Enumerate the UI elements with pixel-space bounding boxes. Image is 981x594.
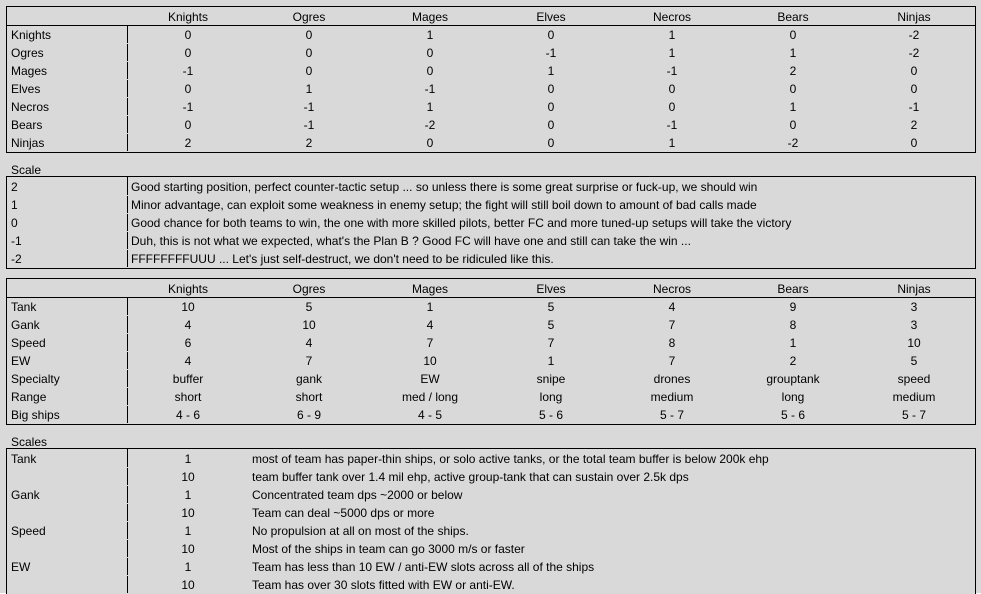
matrix-cell[interactable]: 0 bbox=[854, 62, 975, 80]
stats-cell[interactable]: 1 bbox=[733, 334, 854, 352]
stats-row-label[interactable]: Tank bbox=[8, 298, 128, 316]
matrix-cell[interactable]: -2 bbox=[733, 134, 854, 152]
stats-col-header[interactable]: Bears bbox=[733, 280, 854, 298]
stats-row-label[interactable]: Range bbox=[8, 388, 128, 406]
scales-description[interactable]: Concentrated team dps ~2000 or below bbox=[249, 486, 975, 504]
matrix-col-header[interactable]: Knights bbox=[128, 8, 249, 26]
stats-cell[interactable]: 10 bbox=[128, 298, 249, 316]
scales-definitions-table bbox=[7, 449, 975, 594]
matrix-cell[interactable]: -2 bbox=[854, 44, 975, 62]
matrix-row-label[interactable]: Necros bbox=[8, 98, 128, 116]
stats-cell[interactable]: grouptank bbox=[733, 370, 854, 388]
stats-col-header[interactable]: Knights bbox=[128, 280, 249, 298]
matrix-cell[interactable]: 2 bbox=[128, 134, 249, 152]
matrix-col-header[interactable]: Ogres bbox=[249, 8, 370, 26]
stats-cell[interactable]: 5 bbox=[491, 316, 612, 334]
matrix-corner-cell[interactable] bbox=[8, 8, 128, 26]
stats-row-label[interactable]: EW bbox=[8, 352, 128, 370]
matrix-cell[interactable]: -2 bbox=[370, 116, 491, 134]
scale-title[interactable]: Scale bbox=[11, 162, 42, 177]
matrix-cell[interactable]: -1 bbox=[128, 98, 249, 116]
scales-description[interactable]: most of team has paper-thin ships, or solo active tanks, or the total team buffer is below 200k ehp bbox=[249, 450, 975, 468]
stats-header-row bbox=[8, 280, 975, 298]
stats-row bbox=[8, 298, 975, 316]
scales-level[interactable]: 10 bbox=[128, 540, 249, 558]
scales-level[interactable]: 10 bbox=[128, 576, 249, 594]
scales-description[interactable]: Team has over 30 slots fitted with EW or anti-EW. bbox=[249, 576, 975, 594]
stats-row bbox=[8, 370, 975, 388]
matrix-row-label[interactable]: Bears bbox=[8, 116, 128, 134]
stats-cell[interactable]: long bbox=[733, 388, 854, 406]
scales-row bbox=[8, 468, 975, 486]
scale-description[interactable]: FFFFFFFFUUU ... Let's just self-destruct, we don't need to be ridiculed like this. bbox=[128, 250, 975, 268]
scale-row bbox=[8, 196, 975, 214]
matrix-cell[interactable]: -1 bbox=[249, 98, 370, 116]
scales-level[interactable]: 10 bbox=[128, 468, 249, 486]
stats-cell[interactable]: 4 - 5 bbox=[370, 406, 491, 424]
scale-row bbox=[8, 250, 975, 268]
matrix-row bbox=[8, 116, 975, 134]
matrix-cell[interactable]: -1 bbox=[612, 116, 733, 134]
scale-row bbox=[8, 232, 975, 250]
scales-group-label[interactable]: Tank bbox=[8, 450, 128, 468]
stats-cell[interactable]: 7 bbox=[491, 334, 612, 352]
matrix-cell[interactable]: 0 bbox=[733, 26, 854, 44]
scales-group-label-empty[interactable] bbox=[8, 576, 128, 594]
matrix-cell[interactable]: 0 bbox=[491, 80, 612, 98]
matrix-cell[interactable]: 0 bbox=[370, 62, 491, 80]
matrix-row-label[interactable]: Ninjas bbox=[8, 134, 128, 152]
scales-row bbox=[8, 540, 975, 558]
stats-cell[interactable]: drones bbox=[612, 370, 733, 388]
matrix-cell[interactable]: 0 bbox=[491, 98, 612, 116]
scale-description[interactable]: Good chance for both teams to win, the one with more skilled pilots, better FC and more tuned-up setups will take the victory bbox=[128, 214, 975, 232]
stats-cell[interactable]: medium bbox=[612, 388, 733, 406]
stats-cell[interactable]: 4 - 6 bbox=[128, 406, 249, 424]
matrix-cell[interactable]: 0 bbox=[854, 80, 975, 98]
scale-value[interactable]: -2 bbox=[8, 250, 128, 268]
stats-row-label[interactable]: Specialty bbox=[8, 370, 128, 388]
stats-row-label[interactable]: Speed bbox=[8, 334, 128, 352]
stats-cell[interactable]: medium bbox=[854, 388, 975, 406]
scales-level[interactable]: 1 bbox=[128, 450, 249, 468]
matrix-cell[interactable]: 2 bbox=[249, 134, 370, 152]
stats-row bbox=[8, 352, 975, 370]
scales-description[interactable]: Team can deal ~5000 dps or more bbox=[249, 504, 975, 522]
matrix-cell[interactable]: 0 bbox=[249, 62, 370, 80]
scale-description[interactable]: Duh, this is not what we expected, what's the Plan B ? Good FC will have one and still can take the win ... bbox=[128, 232, 975, 250]
stats-cell[interactable]: 2 bbox=[733, 352, 854, 370]
scales-group-label[interactable]: EW bbox=[8, 558, 128, 576]
stats-cell[interactable]: 8 bbox=[733, 316, 854, 334]
scales-title[interactable]: Scales bbox=[11, 434, 48, 449]
matrix-cell[interactable]: 1 bbox=[612, 44, 733, 62]
matrix-row-label[interactable]: Elves bbox=[8, 80, 128, 98]
matrix-cell[interactable]: 1 bbox=[370, 26, 491, 44]
matrix-row-label[interactable]: Mages bbox=[8, 62, 128, 80]
stats-cell[interactable]: med / long bbox=[370, 388, 491, 406]
matrix-cell[interactable]: -1 bbox=[370, 80, 491, 98]
matrix-row bbox=[8, 44, 975, 62]
matrix-cell[interactable]: 1 bbox=[612, 134, 733, 152]
matrix-cell[interactable]: 2 bbox=[854, 116, 975, 134]
matrix-row bbox=[8, 80, 975, 98]
stats-cell[interactable]: 3 bbox=[854, 316, 975, 334]
matrix-cell[interactable]: 1 bbox=[370, 98, 491, 116]
team-stats-table bbox=[7, 279, 975, 424]
stats-cell[interactable]: short bbox=[249, 388, 370, 406]
matrix-cell[interactable]: 1 bbox=[733, 44, 854, 62]
stats-col-header[interactable]: Ogres bbox=[249, 280, 370, 298]
matrix-cell[interactable]: 0 bbox=[128, 44, 249, 62]
matrix-cell[interactable]: 0 bbox=[128, 80, 249, 98]
matrix-row-label[interactable]: Knights bbox=[8, 26, 128, 44]
scales-group-label-empty[interactable] bbox=[8, 540, 128, 558]
stats-cell[interactable]: 8 bbox=[612, 334, 733, 352]
stats-cell[interactable]: long bbox=[491, 388, 612, 406]
stats-corner-cell[interactable] bbox=[8, 280, 128, 298]
matrix-cell[interactable]: 0 bbox=[249, 26, 370, 44]
scales-level[interactable]: 10 bbox=[128, 504, 249, 522]
stats-cell[interactable]: EW bbox=[370, 370, 491, 388]
scales-row bbox=[8, 558, 975, 576]
scale-value[interactable]: 0 bbox=[8, 214, 128, 232]
stats-cell[interactable]: 7 bbox=[612, 316, 733, 334]
matrix-cell[interactable]: 0 bbox=[370, 44, 491, 62]
matrix-cell[interactable]: -1 bbox=[249, 116, 370, 134]
scales-group-label[interactable]: Speed bbox=[8, 522, 128, 540]
scales-row bbox=[8, 486, 975, 504]
stats-cell[interactable]: 5 - 7 bbox=[612, 406, 733, 424]
scales-group-label-empty[interactable] bbox=[8, 468, 128, 486]
matrix-row-label[interactable]: Ogres bbox=[8, 44, 128, 62]
stats-cell[interactable]: 4 bbox=[612, 298, 733, 316]
stats-cell[interactable]: 9 bbox=[733, 298, 854, 316]
matrix-cell[interactable]: 0 bbox=[854, 134, 975, 152]
matrix-header-row bbox=[8, 8, 975, 26]
matrix-cell[interactable]: -2 bbox=[854, 26, 975, 44]
scales-description[interactable]: No propulsion at all on most of the ships. bbox=[249, 522, 975, 540]
matrix-row bbox=[8, 62, 975, 80]
matrix-cell[interactable]: 0 bbox=[249, 44, 370, 62]
stats-row-label[interactable]: Gank bbox=[8, 316, 128, 334]
stats-row bbox=[8, 388, 975, 406]
stats-cell[interactable]: 7 bbox=[249, 352, 370, 370]
matrix-col-header[interactable]: Bears bbox=[733, 8, 854, 26]
matrix-cell[interactable]: 0 bbox=[370, 134, 491, 152]
stats-cell[interactable]: 4 bbox=[128, 316, 249, 334]
stats-row-label[interactable]: Big ships bbox=[8, 406, 128, 424]
scales-row bbox=[8, 576, 975, 594]
stats-cell[interactable]: 4 bbox=[128, 352, 249, 370]
matrix-col-header[interactable]: Necros bbox=[612, 8, 733, 26]
stats-cell[interactable]: 5 - 6 bbox=[733, 406, 854, 424]
scale-description[interactable]: Minor advantage, can exploit some weakness in enemy setup; the fight will still boil down to amount of bad calls made bbox=[128, 196, 975, 214]
stats-col-header[interactable]: Mages bbox=[370, 280, 491, 298]
matrix-cell[interactable]: -1 bbox=[128, 62, 249, 80]
scale-row bbox=[8, 178, 975, 196]
stats-cell[interactable]: 7 bbox=[370, 334, 491, 352]
matrix-row bbox=[8, 98, 975, 116]
stats-col-header[interactable]: Necros bbox=[612, 280, 733, 298]
scales-description[interactable]: Most of the ships in team can go 3000 m/s or faster bbox=[249, 540, 975, 558]
stats-cell[interactable]: speed bbox=[854, 370, 975, 388]
stats-cell[interactable]: gank bbox=[249, 370, 370, 388]
scale-row bbox=[8, 214, 975, 232]
stats-row bbox=[8, 334, 975, 352]
matrix-row bbox=[8, 26, 975, 44]
stats-cell[interactable]: 5 - 6 bbox=[491, 406, 612, 424]
matrix-cell[interactable]: 0 bbox=[491, 116, 612, 134]
scales-level[interactable]: 1 bbox=[128, 486, 249, 504]
stats-row bbox=[8, 316, 975, 334]
matrix-col-header[interactable]: Ninjas bbox=[854, 8, 975, 26]
matrix-cell[interactable]: 1 bbox=[733, 98, 854, 116]
stats-cell[interactable]: 5 - 7 bbox=[854, 406, 975, 424]
matrix-cell[interactable]: 0 bbox=[491, 134, 612, 152]
stats-cell[interactable]: 6 bbox=[128, 334, 249, 352]
matrix-cell[interactable]: 1 bbox=[491, 62, 612, 80]
stats-cell[interactable]: 5 bbox=[249, 298, 370, 316]
stats-cell[interactable]: 6 - 9 bbox=[249, 406, 370, 424]
scales-row bbox=[8, 522, 975, 540]
stats-col-header[interactable]: Ninjas bbox=[854, 280, 975, 298]
matrix-row bbox=[8, 134, 975, 152]
stats-cell[interactable]: 10 bbox=[854, 334, 975, 352]
matrix-cell[interactable]: 1 bbox=[249, 80, 370, 98]
matrix-col-header[interactable]: Elves bbox=[491, 8, 612, 26]
scale-value[interactable]: -1 bbox=[8, 232, 128, 250]
stats-cell[interactable]: 10 bbox=[370, 352, 491, 370]
matrix-cell[interactable]: 0 bbox=[733, 80, 854, 98]
stats-cell[interactable]: 1 bbox=[491, 352, 612, 370]
matrix-cell[interactable]: -1 bbox=[612, 62, 733, 80]
scale-description[interactable]: Good starting position, perfect counter-tactic setup ... so unless there is some great surprise or fuck-up, we should win bbox=[128, 178, 975, 196]
stats-col-header[interactable]: Elves bbox=[491, 280, 612, 298]
matrix-cell[interactable]: 0 bbox=[612, 98, 733, 116]
stats-cell[interactable]: short bbox=[128, 388, 249, 406]
scale-value[interactable]: 1 bbox=[8, 196, 128, 214]
matchup-matrix bbox=[7, 7, 975, 152]
scales-group-label[interactable]: Gank bbox=[8, 486, 128, 504]
matrix-cell[interactable]: -1 bbox=[854, 98, 975, 116]
scales-group-label-empty[interactable] bbox=[8, 504, 128, 522]
matrix-cell[interactable]: 0 bbox=[128, 116, 249, 134]
matrix-cell[interactable]: 0 bbox=[491, 26, 612, 44]
stats-cell[interactable]: 5 bbox=[854, 352, 975, 370]
stats-cell[interactable]: snipe bbox=[491, 370, 612, 388]
scales-level[interactable]: 1 bbox=[128, 558, 249, 576]
matrix-cell[interactable]: 0 bbox=[612, 80, 733, 98]
scale-value[interactable]: 2 bbox=[8, 178, 128, 196]
stats-cell[interactable]: 10 bbox=[249, 316, 370, 334]
scales-row bbox=[8, 504, 975, 522]
matrix-cell[interactable]: 2 bbox=[733, 62, 854, 80]
stats-cell[interactable]: 5 bbox=[491, 298, 612, 316]
scales-description[interactable]: Team has less than 10 EW / anti-EW slots across all of the ships bbox=[249, 558, 975, 576]
matrix-cell[interactable]: 0 bbox=[128, 26, 249, 44]
scales-level[interactable]: 1 bbox=[128, 522, 249, 540]
matrix-cell[interactable]: -1 bbox=[491, 44, 612, 62]
scales-row bbox=[8, 450, 975, 468]
scales-description[interactable]: team buffer tank over 1.4 mil ehp, active group-tank that can sustain over 2.5k dps bbox=[249, 468, 975, 486]
matrix-cell[interactable]: 0 bbox=[733, 116, 854, 134]
stats-cell[interactable]: 4 bbox=[370, 316, 491, 334]
matrix-cell[interactable]: 1 bbox=[612, 26, 733, 44]
stats-cell[interactable]: 7 bbox=[612, 352, 733, 370]
scale-legend-table bbox=[7, 177, 975, 268]
matrix-col-header[interactable]: Mages bbox=[370, 8, 491, 26]
stats-cell[interactable]: 4 bbox=[249, 334, 370, 352]
stats-cell[interactable]: 1 bbox=[370, 298, 491, 316]
stats-cell[interactable]: buffer bbox=[128, 370, 249, 388]
stats-cell[interactable]: 3 bbox=[854, 298, 975, 316]
stats-row bbox=[8, 406, 975, 424]
